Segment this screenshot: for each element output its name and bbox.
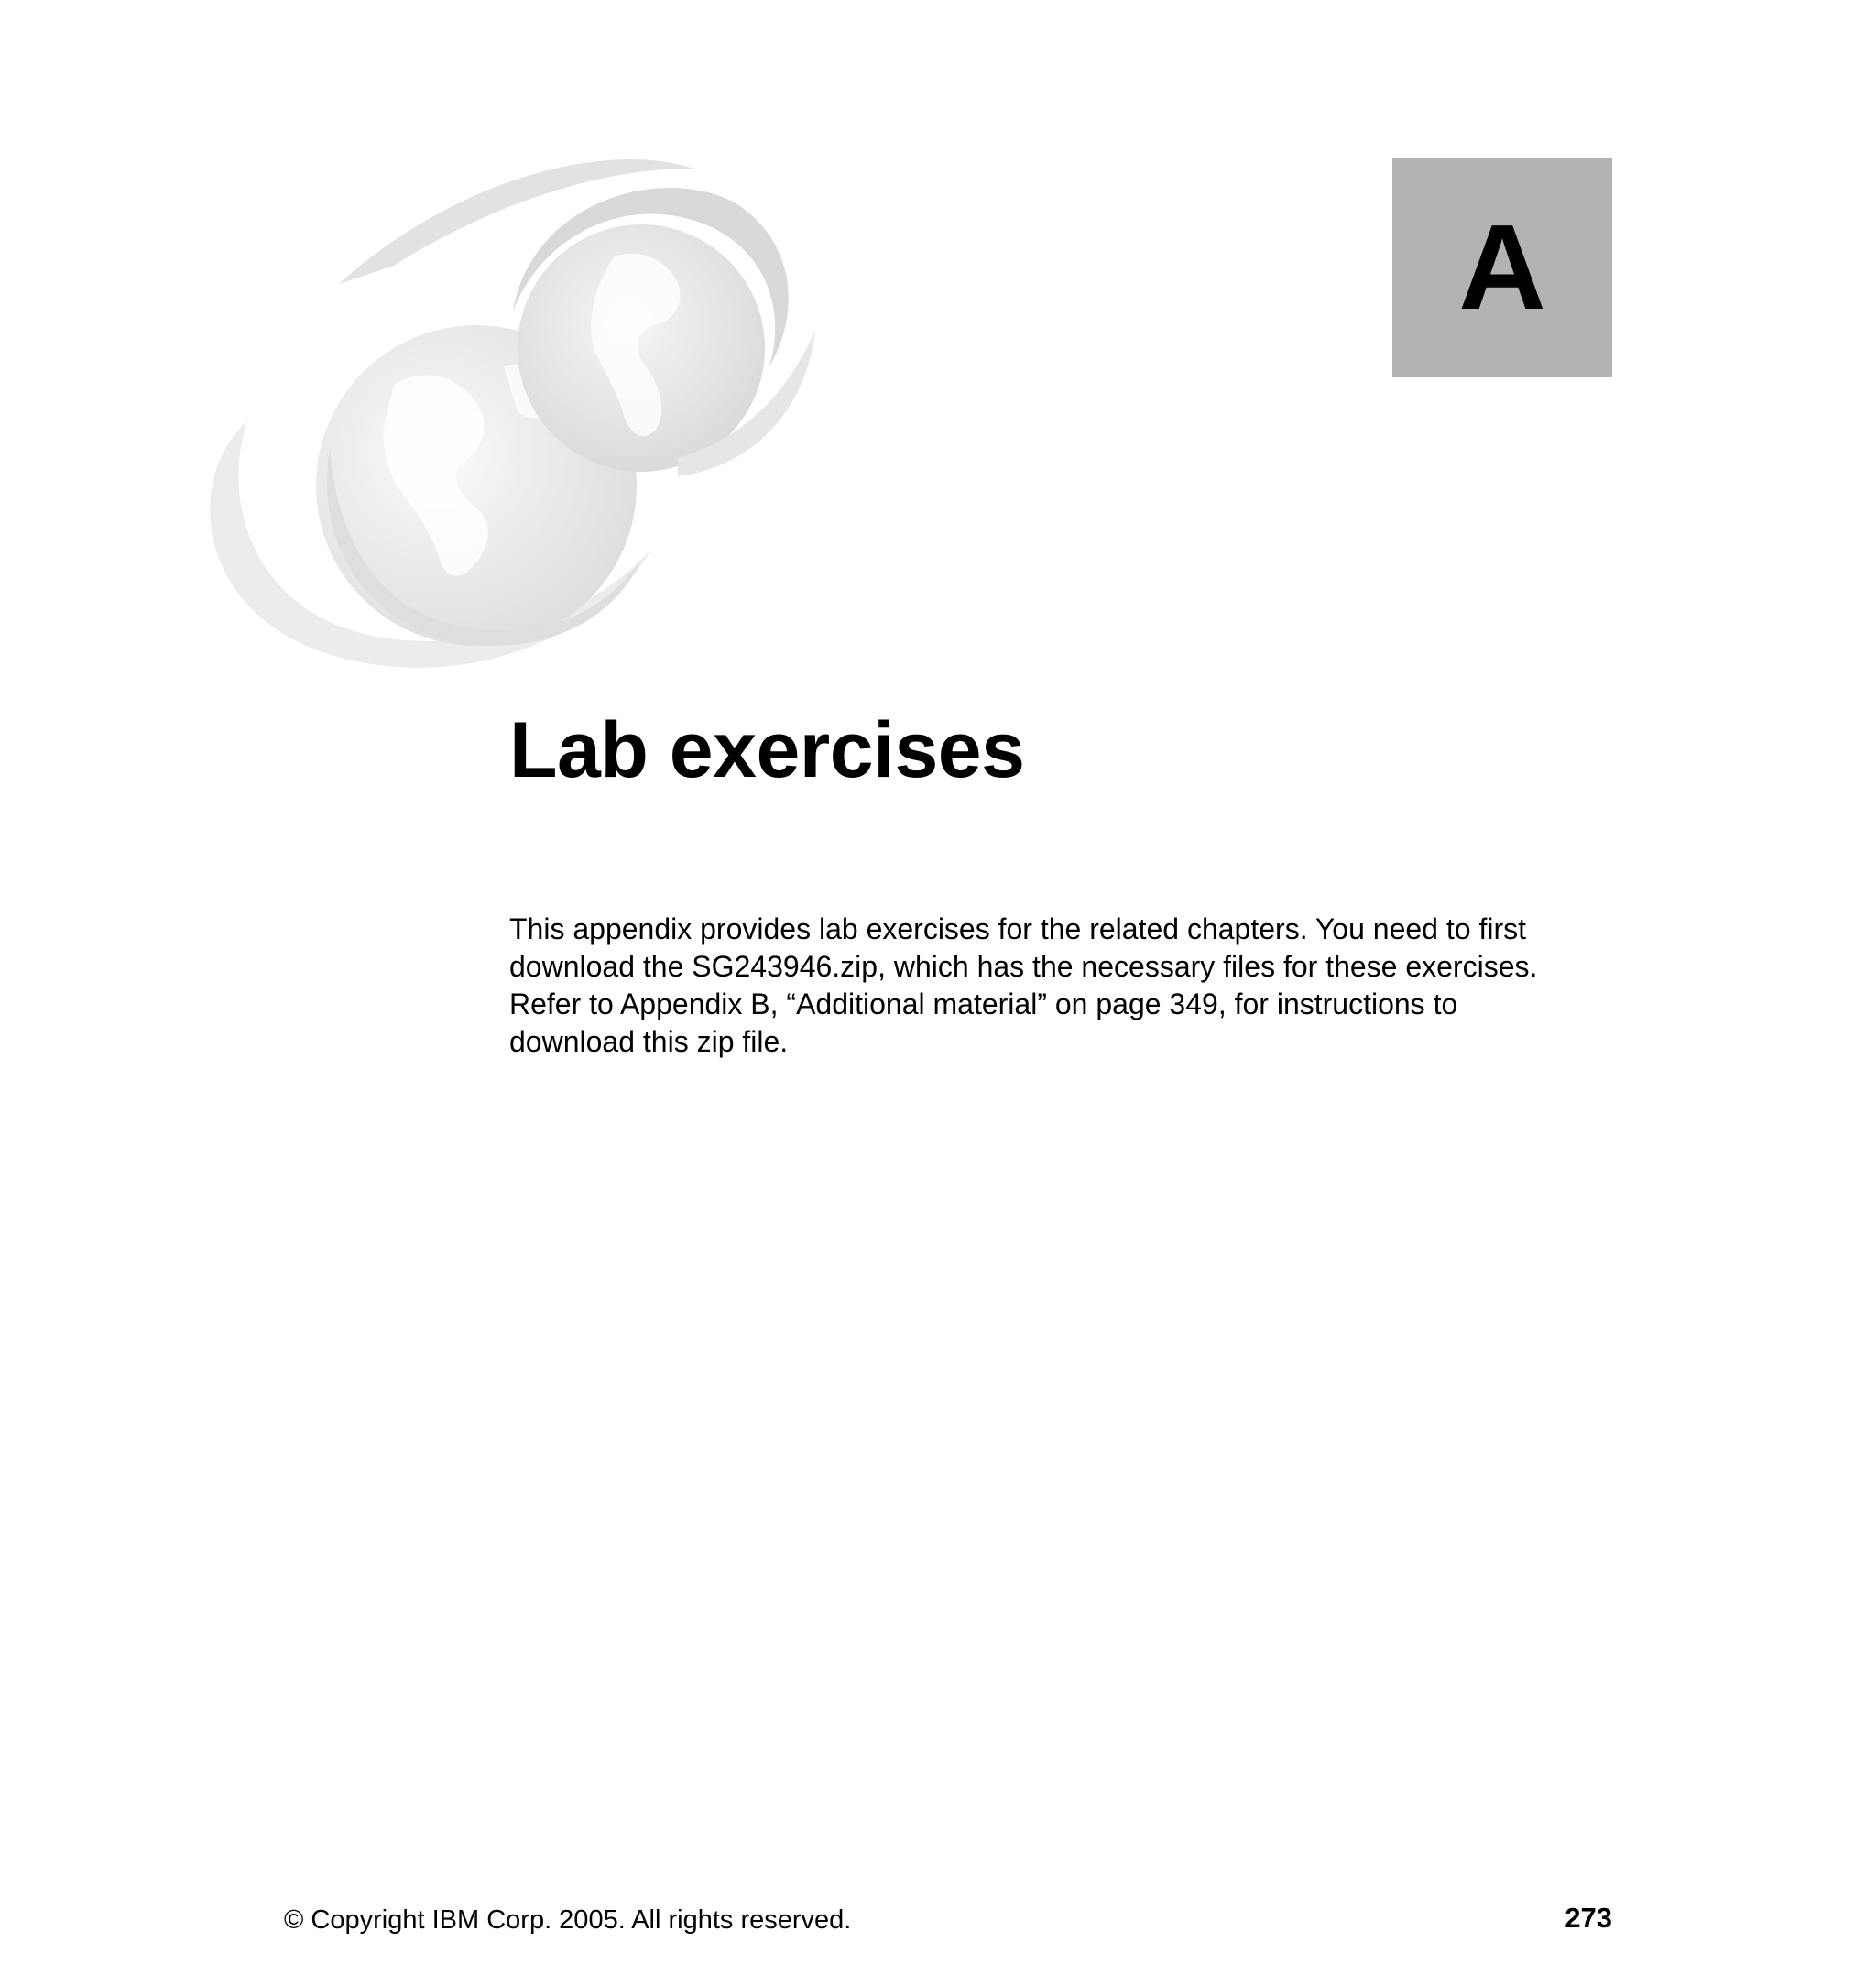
footer-copyright: © Copyright IBM Corp. 2005. All rights reserved. — [284, 1905, 852, 1935]
intro-line: download this zip file. — [509, 1025, 789, 1058]
footer-page-number: 273 — [1565, 1902, 1612, 1934]
intro-paragraph — [509, 911, 1645, 1061]
globe-swirl-logo-icon — [183, 147, 843, 678]
intro-line: download the SG243946.zip, which has the necessary files for these exercises. — [509, 950, 1538, 983]
intro-line: Refer to Appendix B, “Additional material” on page 349, for instructions to — [509, 988, 1458, 1020]
chapter-letter: A — [1458, 200, 1546, 334]
chapter-label-box — [1392, 158, 1612, 377]
page-title: Lab exercises — [509, 706, 1025, 794]
intro-line: This appendix provides lab exercises for the related chapters. You need to first — [509, 912, 1526, 945]
